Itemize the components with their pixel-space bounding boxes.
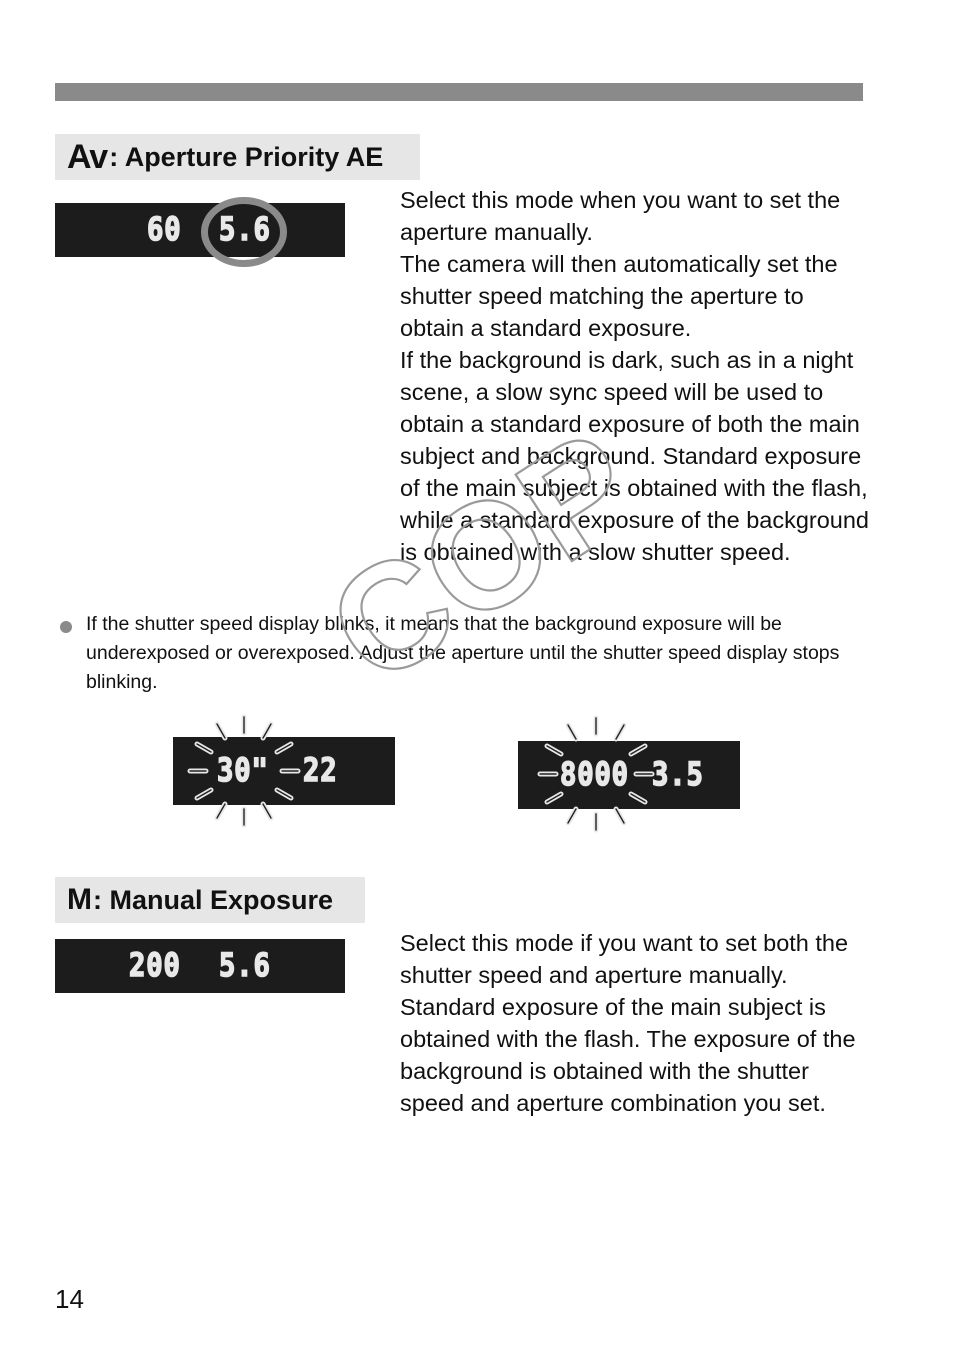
watermark-text: COPY [300,405,659,711]
blink-example-1 [173,712,398,832]
blink-lcd-1-aperture: 22 [303,751,338,789]
bullet-dot-icon [60,621,72,633]
page-number: 14 [55,1284,84,1314]
blink-rays-2-icon [518,712,743,837]
blink-lcd-2-aperture: 3.5 [652,755,704,793]
av-paragraph-2: The camera will then automatically set the shutter speed matching the aperture to obtain a standard exposure. [400,251,838,341]
m-lcd-aperture: 5.6 [219,946,271,984]
blink-note-text: If the shutter speed display blinks, it means that the background exposure will be underexposed or overexposed. Adjust the aperture until the shutter speed display stops blinking. [86,613,840,693]
blink-lcd-1-shutter: 30" [217,751,269,789]
blink-lcd-2-shutter: 8000 [560,755,629,793]
m-lcd-shutter: 200 [129,946,181,984]
av-section-title: : Aperture Priority AE [109,141,384,172]
av-lcd-panel [55,203,345,257]
av-paragraph-1: Select this mode when you want to set the aperture manually. [400,187,841,245]
m-lcd-panel [55,939,345,993]
m-mode-icon: M [67,883,91,916]
av-lcd-aperture: 5.6 [219,210,271,248]
blink-example-2 [518,712,743,837]
av-lcd-shutter: 60 [147,210,182,248]
av-section-heading [55,134,420,180]
m-description [400,927,870,1119]
m-section-heading [55,877,365,923]
top-rule [55,83,863,101]
av-mode-icon: Av [67,137,108,176]
m-paragraph-1: Select this mode if you want to set both the shutter speed and aperture manually. Standard exposure of the main subject is obtained with the flash. The exposure of the background is obtained with the shutter speed and aperture combination you set. [400,930,856,1116]
av-paragraph-3: If the background is dark, such as in a night scene, a slow sync speed will be used to obtain a standard exposure of both the main subject and background. Standard exposure of the main subject is obtained with the flash, while a standard exposure of the background is obtained with a slow shutter speed. [400,347,870,565]
m-section-title: : Manual Exposure [93,884,334,915]
blink-rays-1-icon [173,712,398,832]
